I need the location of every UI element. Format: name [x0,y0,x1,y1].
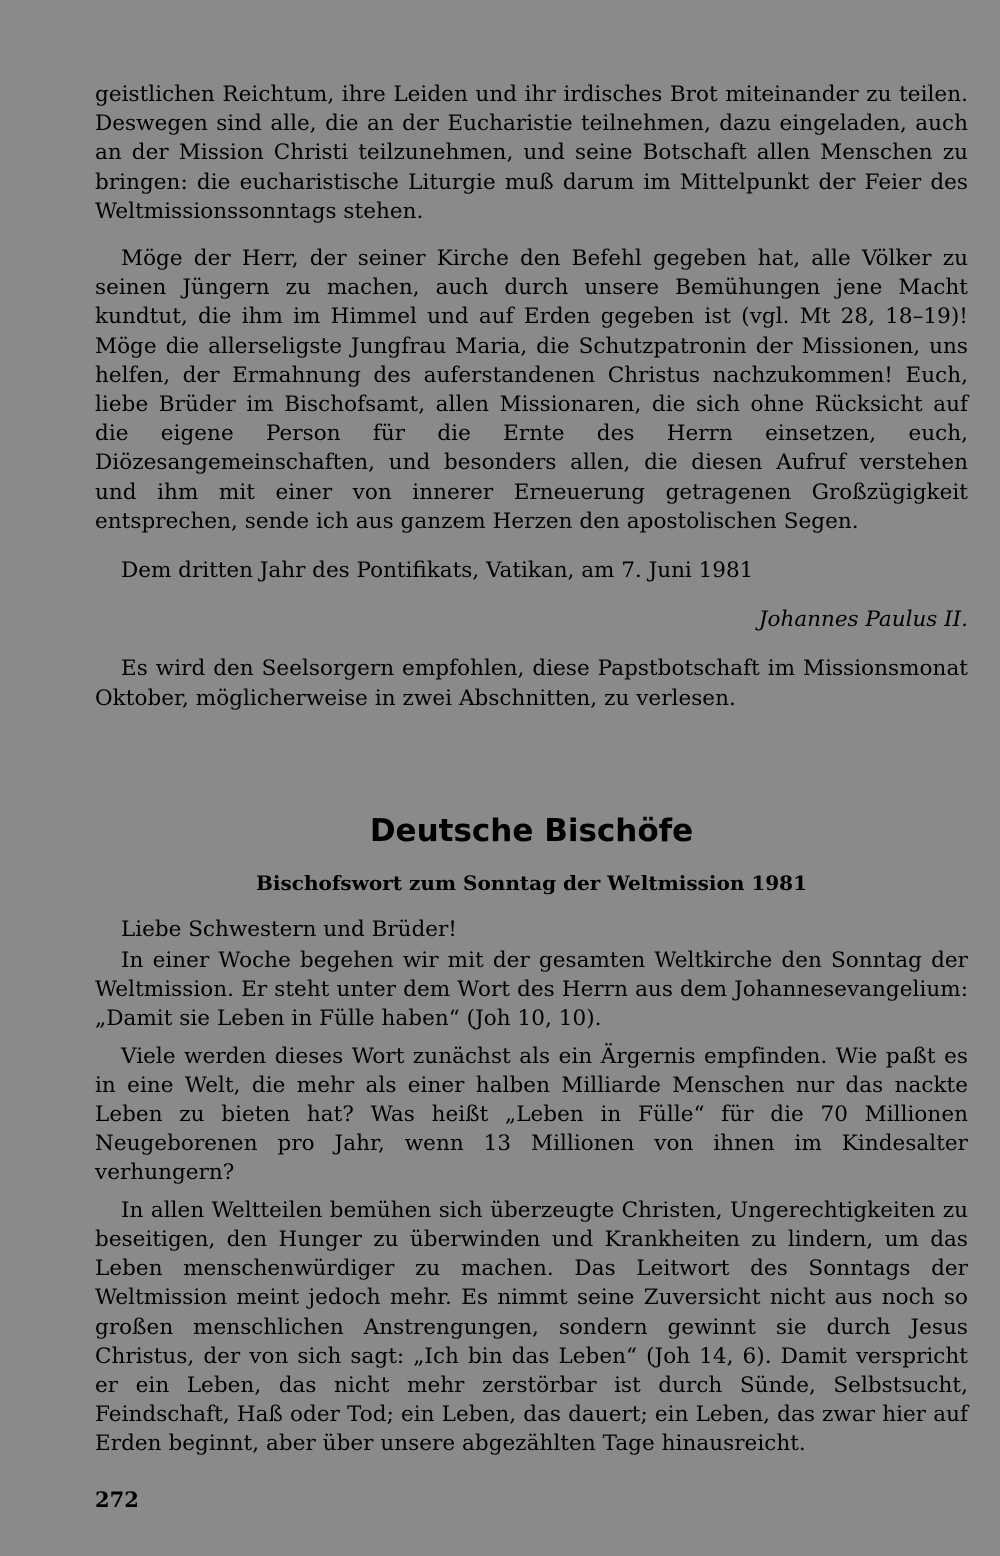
page-number: 272 [95,1487,139,1512]
letter-notice: Es wird den Seelsorgern empfohlen, diese Papstbotschaft im Missionsmonat Oktober, möglicherweise in zwei Abschnitten, zu verlesen. [95,656,968,711]
letter-signature: Johannes Paulus II. [758,607,968,633]
letter-paragraph-blessing: Möge der Herr, der seiner Kirche den Befehl gegeben hat, alle Völker zu seinen Jüngern zu machen, auch durch unsere Bemühungen jene Macht kundtut, die ihm im Himmel und auf Erden gegeben ist (vgl. Mt 28, 18–19)! Möge die allerseligste Jungfrau Maria, die Schutzpatronin der Missionen, uns helfen, der Ermahnung des auferstandenen Christus nachzukommen! Euch, liebe Brüder im Bischofsamt, allen Missionaren, die sich ohne Rücksicht auf die eigene Person für die Ernte des Herrn einsetzen, euch, Diözesangemeinschaften, und besonders allen, die diesen Aufruf verstehen und ihm mit einer von innerer Erneuerung getragenen Großzügigkeit entsprechen, sende ich aus ganzem Herzen den apostolischen Segen. [95,246,968,534]
section-paragraph-2: Viele werden dieses Wort zunächst als ein Ärgernis empfinden. Wie paßt es in eine Welt, die mehr als einer halben Milliarde Menschen nur das nackte Leben zu bieten hat? Was heißt „Leben in Fülle“ für die 70 Millionen Neugeborenen pro Jahr, wenn 13 Millionen von ihnen im Kindesalter verhungern? [95,1043,968,1186]
section-paragraph-1: In einer Woche begehen wir mit der gesamten Weltkirche den Sonntag der Weltmission. Er steht unter dem Wort des Herrn aus dem Johannesevangelium: „Damit sie Leben in Fülle haben“ (Joh 10, 10). [95,948,968,1032]
section-heading: Deutsche Bischöfe [369,812,694,849]
section-subheading: Bischofswort zum Sonntag der Weltmission 1981 [256,870,807,895]
document-page [95,80,968,1459]
section-paragraph-3: In allen Weltteilen bemühen sich überzeugte Christen, Ungerechtigkeiten zu beseitigen, den Hunger zu überwinden und Krankheiten zu lindern, um das Leben menschenwürdiger zu machen. Das Leitwort des Sonntags der Weltmission meint jedoch mehr. Es nimmt seine Zuversicht nicht aus noch so großen menschlichen Anstrengungen, sondern gewinnt sie durch Jesus Christus, der von sich sagt: „Ich bin das Leben“ (Joh 14, 6). Damit verspricht er ein Leben, das nicht mehr zerstörbar ist durch Sünde, Selbstsucht, Feindschaft, Haß oder Tod; ein Leben, das dauert; ein Leben, das zwar hier auf Erden beginnt, aber über unsere abgezählten Tage hinausreicht. [95,1197,968,1457]
letter-date-line: Dem dritten Jahr des Pontifikats, Vatikan, am 7. Juni 1981 [121,558,754,584]
letter-paragraph-continued: geistlichen Reichtum, ihre Leiden und ihr irdisches Brot miteinander zu teilen. Deswegen sind alle, die an der Eucharistie teilnehmen, dazu eingeladen, auch an der Mission Christi teilzunehmen, und seine Botschaft allen Menschen zu bringen: die eucharistische Liturgie muß darum im Mittelpunkt der Feier des Weltmissionssonntags stehen. [95,82,968,224]
section-salutation: Liebe Schwestern und Brüder! [121,916,457,942]
